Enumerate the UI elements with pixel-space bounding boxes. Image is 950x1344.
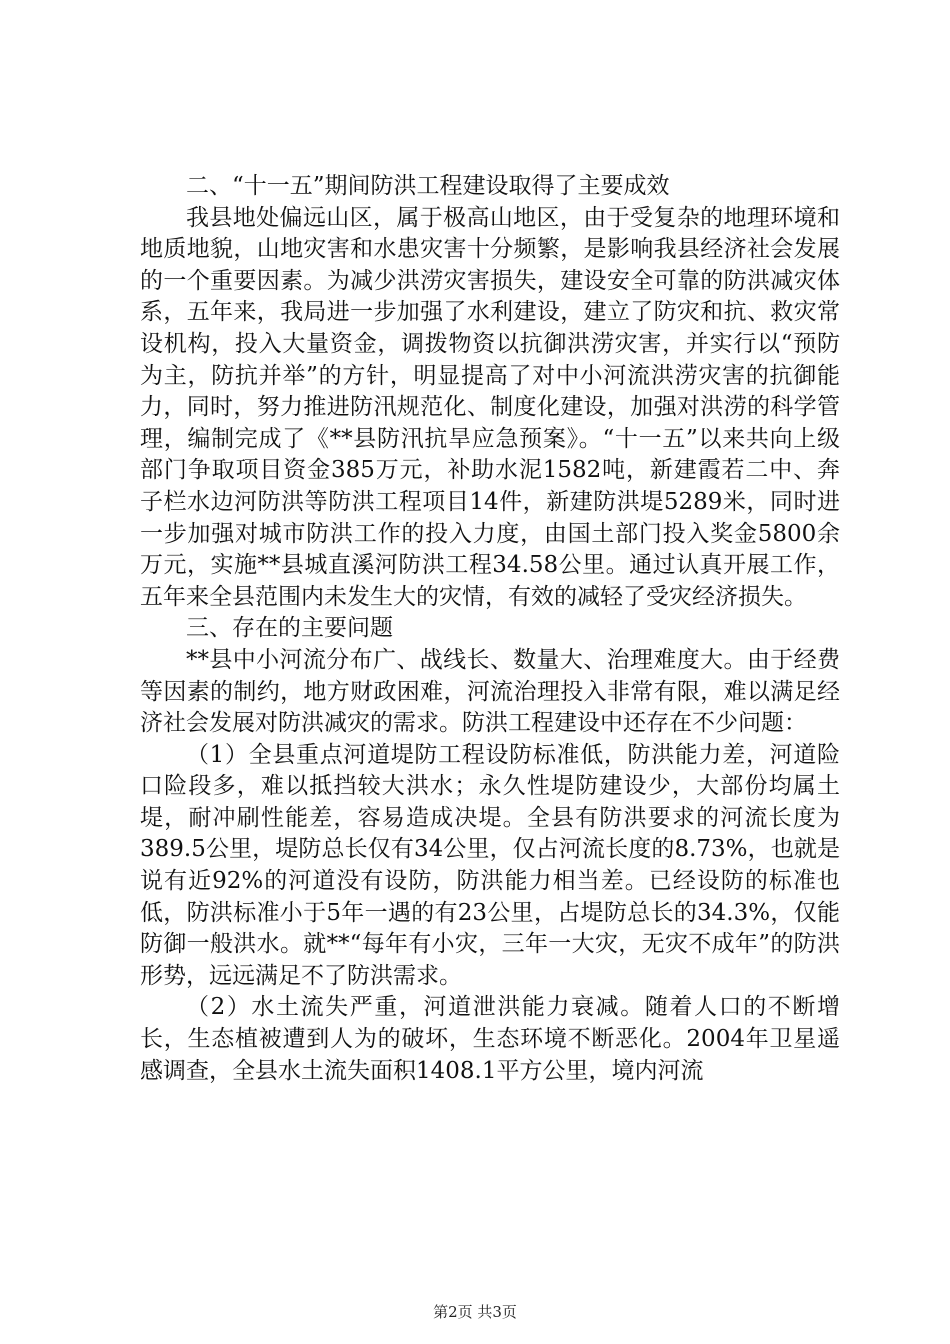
section-heading-2: 二、“十一五”期间防洪工程建设取得了主要成效 (186, 173, 670, 199)
paragraph-problems-intro: **县中小河流分布广、战线长、数量大、治理难度大。由于经费等因素的制约，地方财政困难，河流治理投入非常有限，难以满足经济社会发展对防洪减灾的需求。防洪工程建设中还存在不少问题： (140, 646, 840, 737)
document-body (140, 171, 840, 1087)
paragraph-achievements: 我县地处偏远山区，属于极高山地区，由于受复杂的地理环境和地质地貌，山地灾害和水患灾害十分频繁，是影响我县经济社会发展的一个重要因素。为减少洪涝灾害损失，建设安全可靠的防洪减灾体系，五年来，我局进一步加强了水利建设，建立了防灾和抗、救灾常设机构，投入大量资金，调拨物资以抗御洪涝灾害，并实行以“预防为主，防抗并举”的方针，明显提高了对中小河流洪涝灾害的抗御能力，同时，努力推进防汛规范化、制度化建设，加强对洪涝的科学管理，编制完成了《**县防汛抗旱应急预案》。“十一五”以来共向上级部门争取项目资金385万元，补助水泥1582吨，新建霞若二中、奔子栏水边河防洪等防洪工程项目14件，新建防洪堤5289米，同时进一步加强对城市防洪工作的投入力度，由国土部门投入奖金5800余万元，实施**县城直溪河防洪工程34.58公里。通过认真开展工作，五年来全县范围内未发生大的灾情，有效的减轻了受灾经济损失。 (140, 204, 840, 610)
page-number-footer: 第2页 共3页 (433, 1303, 517, 1321)
list-item-1: （1）全县重点河道堤防工程设防标准低，防洪能力差，河道险口险段多，难以抵挡较大洪水；永久性堤防建设少，大部份均属土堤，耐冲刷性能差，容易造成决堤。全县有防洪要求的河流长度为389.5公里，堤防总长仅有34公里，仅占河流长度的8.73%，也就是说有近92%的河道没有设防，防洪能力相当差。已经设防的标准也低，防洪标准小于5年一遇的有23公里，占堤防总长的34.3%，仅能防御一般洪水。就**“每年有小灾，三年一大灾，无灾不成年”的防洪形势，远远满足不了防洪需求。 (140, 741, 840, 989)
section-heading-3: 三、存在的主要问题 (186, 615, 393, 642)
list-item-2: （2）水土流失严重，河道泄洪能力衰减。随着人口的不断增长，生态植被遭到人为的破坏，生态环境不断恶化。2004年卫星遥感调查，全县水土流失面积1408.1平方公里，境内河流 (140, 994, 840, 1084)
